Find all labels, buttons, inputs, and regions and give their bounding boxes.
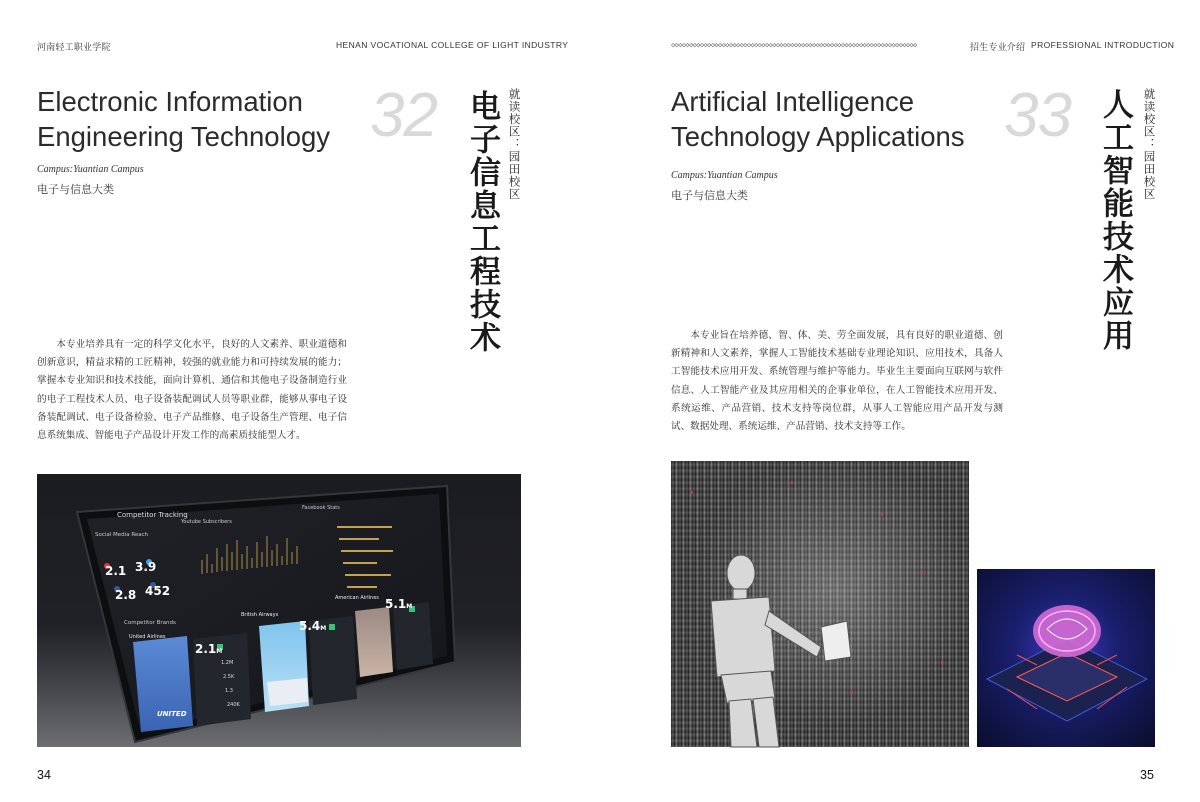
tablet-livery-text: UNITED <box>157 710 187 718</box>
tablet-stat-2: 3.9 <box>135 560 157 574</box>
tablet-side-val-4: 240K <box>227 702 240 708</box>
tablet-brand-american: American Airlines <box>335 595 379 601</box>
tablet-stat-4: 452 <box>145 584 171 598</box>
left-header-school-name: 河南轻工职业学院 <box>37 43 111 53</box>
tablet-app-title: Competitor Tracking <box>117 511 188 519</box>
page-number-left: 34 <box>37 768 51 782</box>
tablet-stat-3: 2.8 <box>115 588 137 602</box>
ai-chip-brain-image <box>977 569 1155 747</box>
decorative-dot-rule: ◇◇◇◇◇◇◇◇◇◇◇◇◇◇◇◇◇◇◇◇◇◇◇◇◇◇◇◇◇◇◇◇◇◇◇◇◇◇◇◇◇◇◇◇◇◇◇◇◇◇◇◇◇◇◇◇◇◇◇◇◇◇◇◇◇◇◇◇ <box>671 41 917 49</box>
right-header-section-cn: 招生专业介绍 <box>970 43 1026 53</box>
major-title-line2: Engineering Technology <box>37 121 331 152</box>
ai-major-title-line2: Technology Applications <box>671 121 965 152</box>
tablet-brand-british: British Airways <box>241 612 279 618</box>
right-header-section-en: PROFESSIONAL INTRODUCTION <box>1031 40 1175 50</box>
tablet-side-val-2: 2.5K <box>223 674 235 680</box>
page-number-right: 35 <box>1140 768 1154 782</box>
category-label: 电子与信息大类 <box>37 183 114 196</box>
vertical-campus-label: 就读校区：园田校区 <box>507 88 522 201</box>
tablet-brands-title: Competitor Brands <box>124 620 176 626</box>
tablet-social-title: Social Media Reach <box>95 532 149 538</box>
tablet-value-3: 5.1M <box>385 597 413 611</box>
major-number-32: 32 <box>370 81 437 150</box>
tablet-side-val-3: 1.3 <box>225 688 233 694</box>
ai-vertical-major-title: 人工智能技术应用 <box>1097 88 1133 352</box>
vertical-major-title: 电子信息工程技术 <box>464 90 500 354</box>
tablet-facebook-title: Facebook Stats <box>302 505 340 511</box>
tablet-value-2: 5.4M <box>299 619 327 633</box>
major-number-33: 33 <box>1004 81 1071 150</box>
major-title-line1: Electronic Information <box>37 86 303 117</box>
tablet-youtube-title: Youtube Subscribers <box>181 519 232 525</box>
ai-major-description: 本专业旨在培养德、智、体、美、劳全面发展，具有良好的职业道德、创新精神和人文素养，掌握人工智能技术基础专业理论知识、应用技术，具备人工智能技术应用开发、系统管理与维护等能力。毕业生主要面向互联网与软件信息、人工智能产业及其应用相关的企事业单位，在人工智能技术应用开发、系统运维、产品营销、技术支持等岗位群，从事人工智能应用产品开发与测试、数据处理、系统运维、产品营销、技术支持等工作。 <box>671 330 1003 433</box>
major-description: 本专业培养具有一定的科学文化水平，良好的人文素养、职业道德和创新意识，精益求精的工匠精神，较强的就业能力和可持续发展的能力；掌握本专业知识和技术技能，面向计算机、通信和其他电子设备制造行业的电子工程技术人员、电子设备装配调试人员等职业群，能够从事电子设备装配调试、电子设备检验、电子产品维修、电子设备生产管理、电子信息系统集成、智能电子产品设计开发工作的高素质技能型人才。 <box>37 339 347 442</box>
tablet-dashboard-image <box>37 474 521 747</box>
tablet-brand-united: United Airlines <box>129 634 166 640</box>
ai-category-label: 电子与信息大类 <box>671 189 748 202</box>
ai-campus-label: Campus:Yuantian Campus <box>671 170 778 181</box>
tablet-value-1: 2.1M <box>195 642 223 656</box>
left-header-english-name: HENAN VOCATIONAL COLLEGE OF LIGHT INDUSTRY <box>336 40 569 50</box>
robot-image <box>671 461 969 747</box>
tablet-side-val-1: 1.2M <box>221 660 234 666</box>
tablet-stat-1: 2.1 <box>105 564 127 578</box>
ai-major-title-line1: Artificial Intelligence <box>671 86 915 117</box>
campus-label: Campus:Yuantian Campus <box>37 164 144 175</box>
ai-vertical-campus-label: 就读校区：园田校区 <box>1142 88 1157 201</box>
